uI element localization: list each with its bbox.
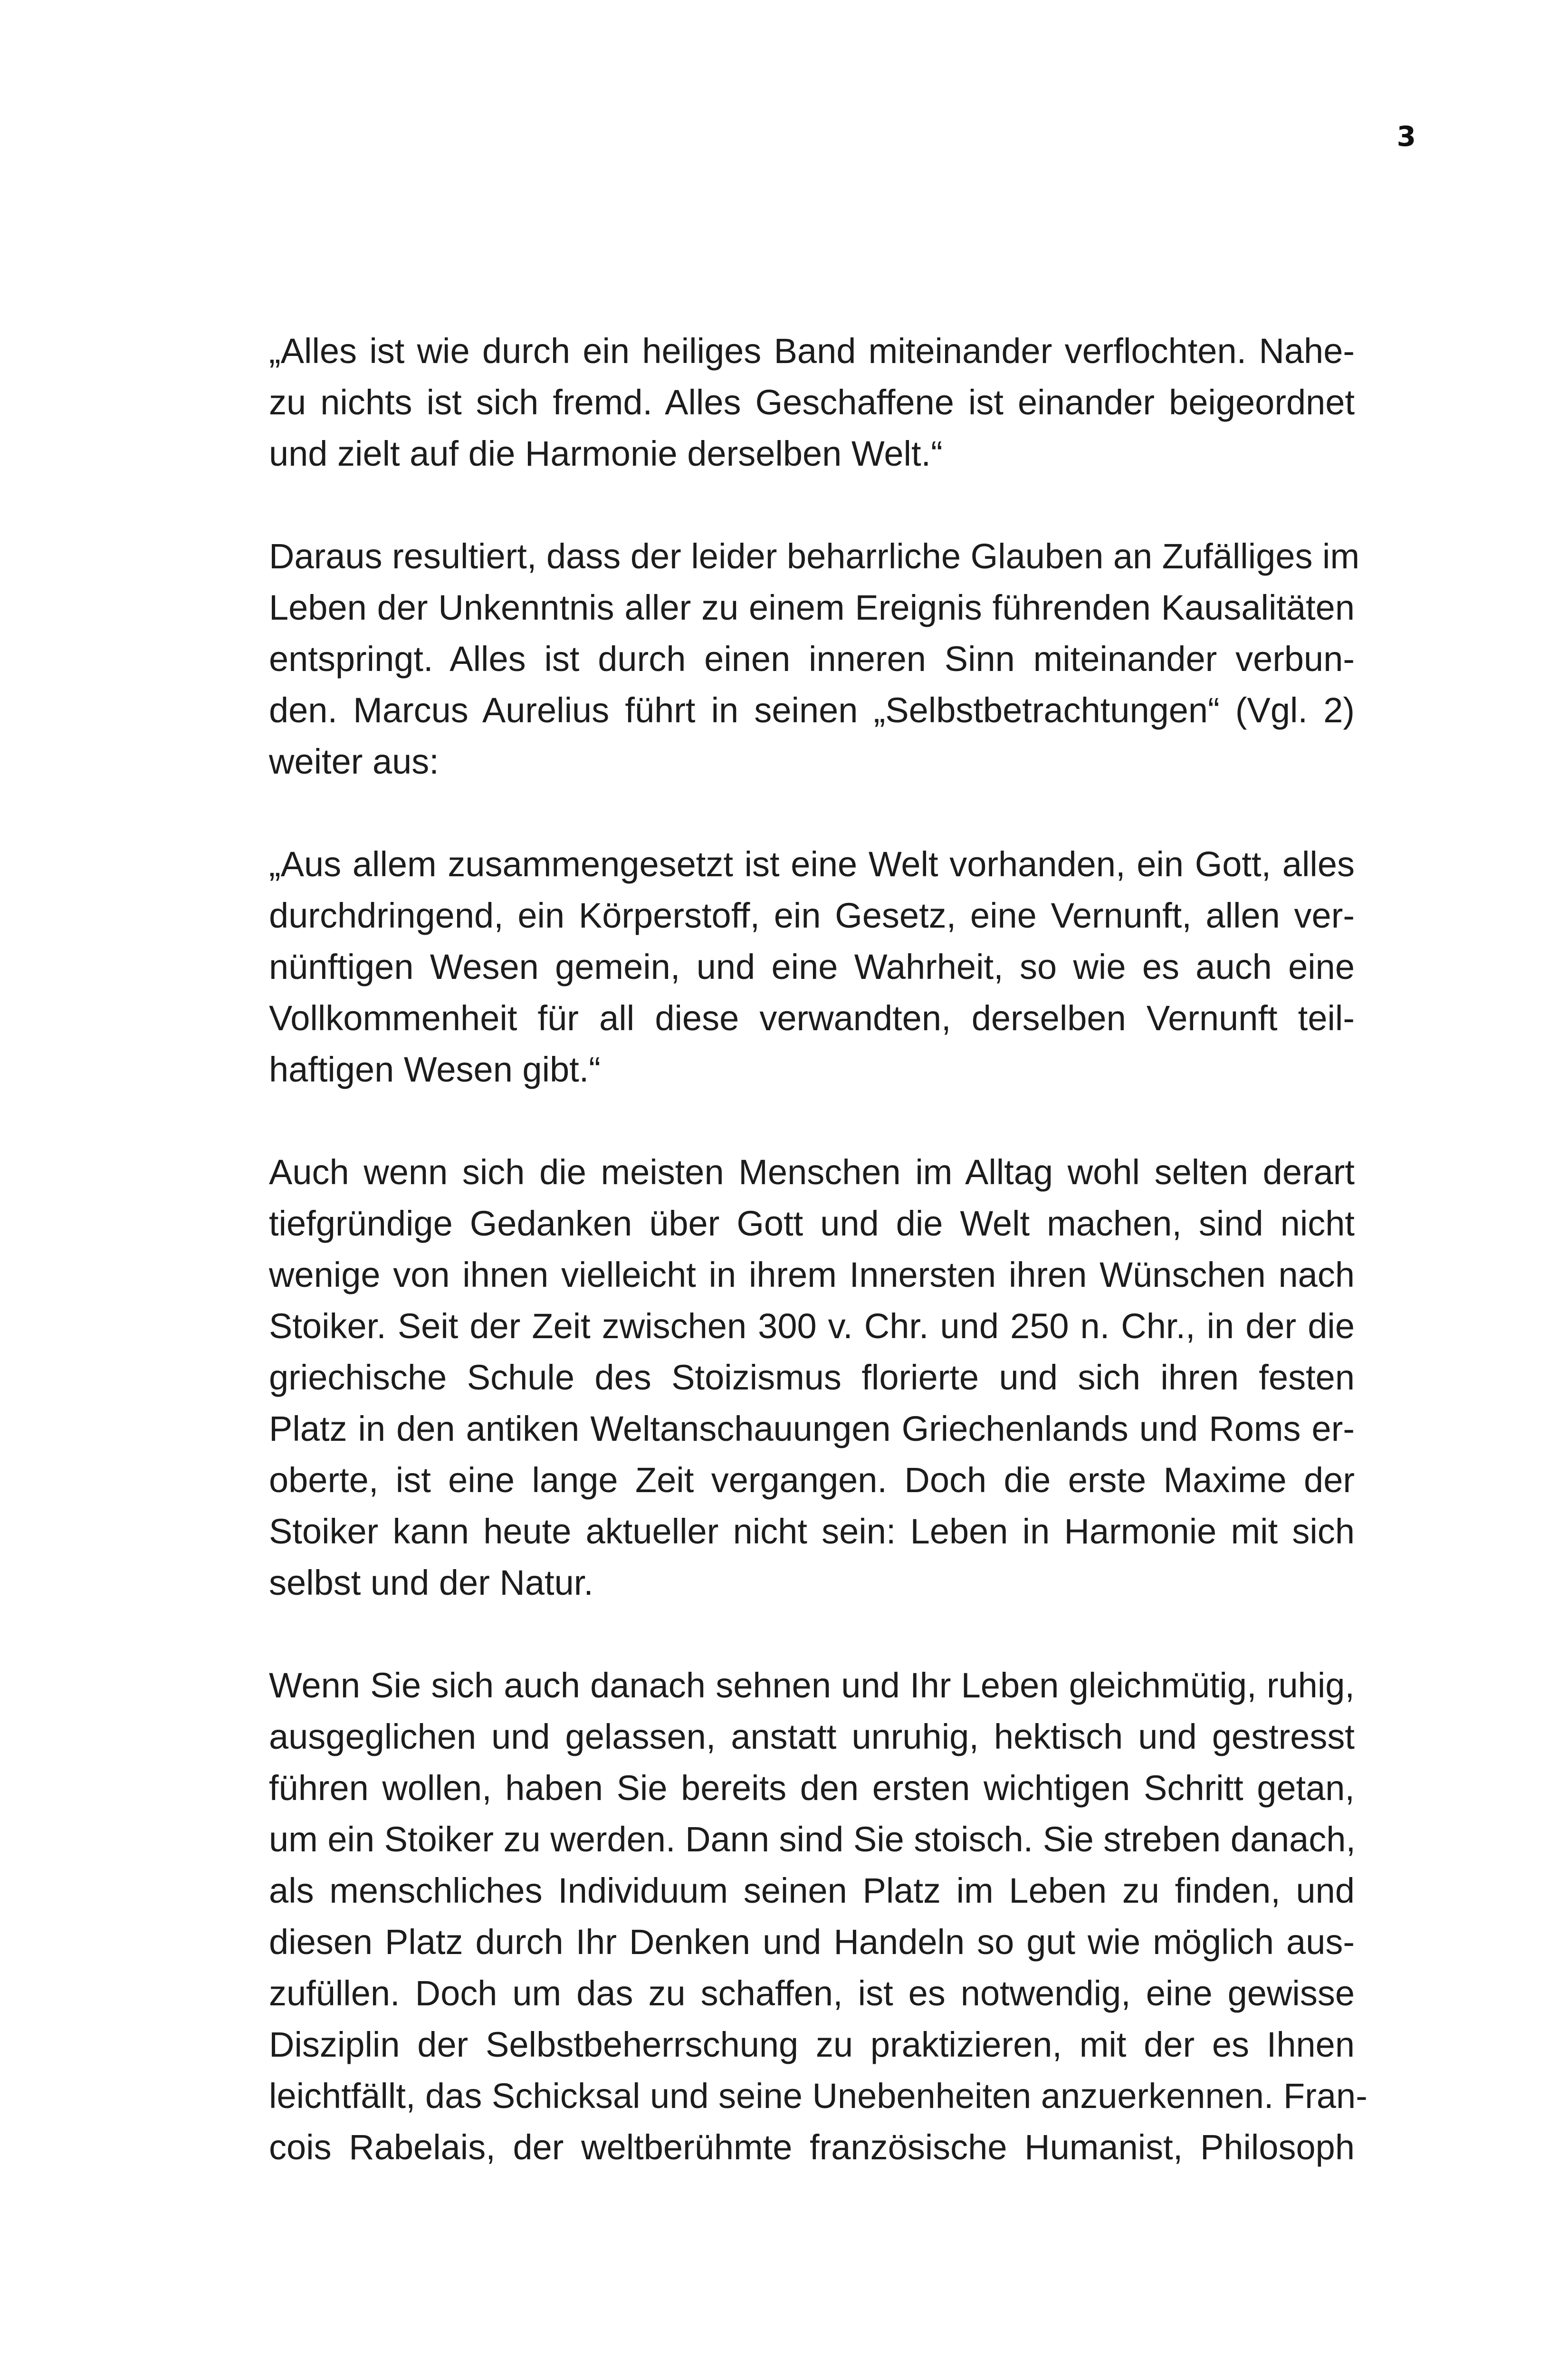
text-line: zu nichts ist sich fremd. Alles Geschaffene ist einander beigeordnet <box>269 383 1355 422</box>
text-line: haftigen Wesen gibt.“ <box>269 1050 601 1089</box>
page-number: 3 <box>1396 120 1416 153</box>
text-line: oberte, ist eine lange Zeit vergangen. Doch die erste Maxime der <box>269 1460 1355 1500</box>
quote-paragraph-1 <box>269 326 1355 479</box>
text-line: zufüllen. Doch um das zu schaffen, ist es notwendig, eine gewisse <box>269 1974 1355 2013</box>
text-line: entspringt. Alles ist durch einen inneren Sinn miteinander verbun- <box>269 639 1355 679</box>
text-line: Vollkommenheit für all diese verwandten, derselben Vernunft teil- <box>269 998 1355 1038</box>
text-line: nünftigen Wesen gemein, und eine Wahrheit, so wie es auch eine <box>269 947 1355 987</box>
text-line: als menschliches Individuum seinen Platz im Leben zu finden, und <box>269 1871 1355 1910</box>
text-line: griechische Schule des Stoizismus florierte und sich ihren festen <box>269 1358 1355 1397</box>
text-line: selbst und der Natur. <box>269 1563 593 1602</box>
text-line: tiefgründige Gedanken über Gott und die Welt machen, sind nicht <box>269 1204 1355 1243</box>
text-line: durchdringend, ein Körperstoff, ein Gesetz, eine Vernunft, allen ver- <box>269 896 1355 935</box>
text-line: cois Rabelais, der weltberühmte französische Humanist, Philosoph <box>269 2127 1355 2167</box>
text-line: wenige von ihnen vielleicht in ihrem Innersten ihren Wünschen nach <box>269 1255 1355 1294</box>
text-line: „Aus allem zusammengesetzt ist eine Welt vorhanden, ein Gott, alles <box>269 844 1355 884</box>
text-line: diesen Platz durch Ihr Denken und Handeln so gut wie möglich aus- <box>269 1922 1355 1962</box>
body-paragraph-2 <box>269 1147 1355 1609</box>
text-line: Platz in den antiken Weltanschauungen Griechenlands und Roms er- <box>269 1409 1355 1448</box>
text-line: weiter aus: <box>269 742 439 781</box>
text-line: Auch wenn sich die meisten Menschen im Alltag wohl selten derart <box>269 1152 1355 1192</box>
text-line: Disziplin der Selbstbeherrschung zu praktizieren, mit der es Ihnen <box>269 2025 1355 2064</box>
body-paragraph-1 <box>269 531 1360 787</box>
quote-paragraph-2 <box>269 839 1355 1095</box>
text-line: Stoiker. Seit der Zeit zwischen 300 v. Chr. und 250 n. Chr., in der die <box>269 1306 1355 1346</box>
text-line: Daraus resultiert, dass der leider beharrliche Glauben an Zufälliges im <box>269 537 1360 576</box>
text-line: leichtfällt, das Schicksal und seine Unebenheiten anzuerkennen. Fran- <box>269 2076 1367 2116</box>
text-line: Stoiker kann heute aktueller nicht sein: Leben in Harmonie mit sich <box>269 1512 1355 1551</box>
text-line: Wenn Sie sich auch danach sehnen und Ihr Leben gleichmütig, ruhig, <box>269 1666 1355 1705</box>
text-line: den. Marcus Aurelius führt in seinen „Selbstbetrachtungen“ (Vgl. 2) <box>269 690 1355 730</box>
text-line: „Alles ist wie durch ein heiliges Band miteinander verflochten. Nahe- <box>269 331 1355 371</box>
body-text <box>269 326 1367 2173</box>
text-line: um ein Stoiker zu werden. Dann sind Sie stoisch. Sie streben danach, <box>269 1820 1356 1859</box>
text-line: führen wollen, haben Sie bereits den ersten wichtigen Schritt getan, <box>269 1768 1355 1808</box>
text-line: Leben der Unkenntnis aller zu einem Ereignis führenden Kausalitäten <box>269 588 1355 627</box>
text-line: und zielt auf die Harmonie derselben Welt.“ <box>269 434 943 473</box>
text-line: ausgeglichen und gelassen, anstatt unruhig, hektisch und gestresst <box>269 1717 1355 1756</box>
body-paragraph-3 <box>269 1660 1367 2173</box>
